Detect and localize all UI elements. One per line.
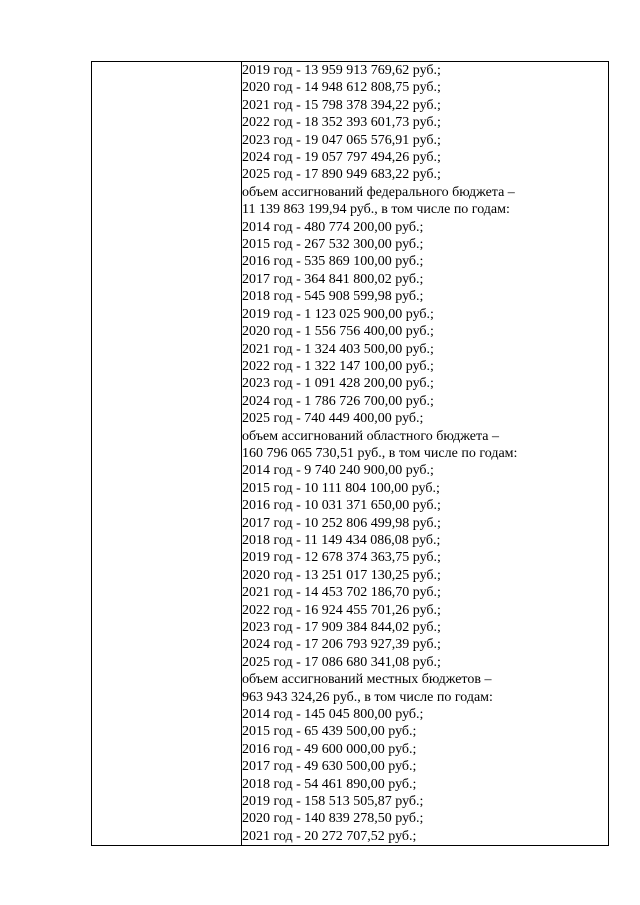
funding-line: 2021 год - 14 453 702 186,70 руб.; (242, 585, 441, 601)
funding-line: объем ассигнований местных бюджетов – (242, 672, 492, 688)
funding-line: 2025 год - 17 086 680 341,08 руб.; (242, 654, 441, 670)
funding-line: 963 943 324,26 руб., в том числе по годам: (242, 689, 493, 705)
funding-line: 2022 год - 16 924 455 701,26 руб.; (242, 602, 441, 618)
funding-line: 2016 год - 535 869 100,00 руб.; (242, 254, 424, 270)
funding-line: 2018 год - 545 908 599,98 руб.; (242, 289, 424, 305)
funding-line: 2015 год - 10 111 804 100,00 руб.; (242, 480, 440, 496)
funding-line: 2022 год - 18 352 393 601,73 руб.; (242, 115, 441, 131)
funding-line: 2021 год - 15 798 378 394,22 руб.; (242, 97, 441, 113)
funding-line: 2024 год - 17 206 793 927,39 руб.; (242, 637, 441, 653)
empty-label-cell (92, 62, 242, 846)
funding-line: 2023 год - 17 909 384 844,02 руб.; (242, 620, 441, 635)
funding-line: объем ассигнований федерального бюджета – (242, 184, 515, 200)
funding-line: 2020 год - 140 839 278,50 руб.; (242, 811, 424, 827)
funding-line: 2017 год - 10 252 806 499,98 руб.; (242, 515, 441, 531)
funding-line: 2017 год - 49 630 500,00 руб.; (242, 759, 417, 775)
funding-line: 2020 год - 13 251 017 130,25 руб.; (242, 567, 441, 583)
funding-line: 2018 год - 54 461 890,00 руб.; (242, 776, 417, 792)
funding-table (91, 61, 609, 846)
funding-line: 2019 год - 1 123 025 900,00 руб.; (242, 306, 434, 322)
funding-line: 2016 год - 10 031 371 650,00 руб.; (242, 498, 441, 514)
funding-line: 11 139 863 199,94 руб., в том числе по годам: (242, 202, 510, 218)
funding-values-cell (242, 62, 609, 846)
funding-line: 2019 год - 12 678 374 363,75 руб.; (242, 550, 441, 566)
funding-line: 2016 год - 49 600 000,00 руб.; (242, 741, 417, 757)
funding-line: 2024 год - 1 786 726 700,00 руб.; (242, 393, 434, 409)
funding-line: 2014 год - 9 740 240 900,00 руб.; (242, 463, 434, 479)
funding-line: 2021 год - 20 272 707,52 руб.; (242, 828, 417, 844)
funding-line: 2019 год - 13 959 913 769,62 руб.; (242, 63, 441, 78)
funding-line: 2015 год - 65 439 500,00 руб.; (242, 724, 417, 740)
funding-line: 2023 год - 19 047 065 576,91 руб.; (242, 132, 441, 148)
funding-line: 2020 год - 14 948 612 808,75 руб.; (242, 80, 441, 96)
funding-line: 160 796 065 730,51 руб., в том числе по годам: (242, 445, 518, 461)
funding-line: 2019 год - 158 513 505,87 руб.; (242, 794, 424, 810)
funding-lines (242, 62, 608, 845)
funding-line: 2020 год - 1 556 756 400,00 руб.; (242, 324, 434, 340)
table-row (92, 62, 609, 846)
funding-line: 2015 год - 267 532 300,00 руб.; (242, 237, 424, 253)
funding-line: 2023 год - 1 091 428 200,00 руб.; (242, 376, 434, 392)
funding-line: 2018 год - 11 149 434 086,08 руб.; (242, 532, 441, 548)
funding-line: 2024 год - 19 057 797 494,26 руб.; (242, 150, 441, 166)
funding-line: объем ассигнований областного бюджета – (242, 428, 499, 444)
funding-line: 2025 год - 740 449 400,00 руб.; (242, 411, 424, 427)
funding-line: 2021 год - 1 324 403 500,00 руб.; (242, 341, 434, 357)
funding-line: 2017 год - 364 841 800,02 руб.; (242, 271, 424, 287)
funding-line: 2014 год - 145 045 800,00 руб.; (242, 707, 424, 723)
funding-line: 2014 год - 480 774 200,00 руб.; (242, 219, 424, 235)
funding-line: 2022 год - 1 322 147 100,00 руб.; (242, 358, 434, 374)
funding-line: 2025 год - 17 890 949 683,22 руб.; (242, 167, 441, 183)
